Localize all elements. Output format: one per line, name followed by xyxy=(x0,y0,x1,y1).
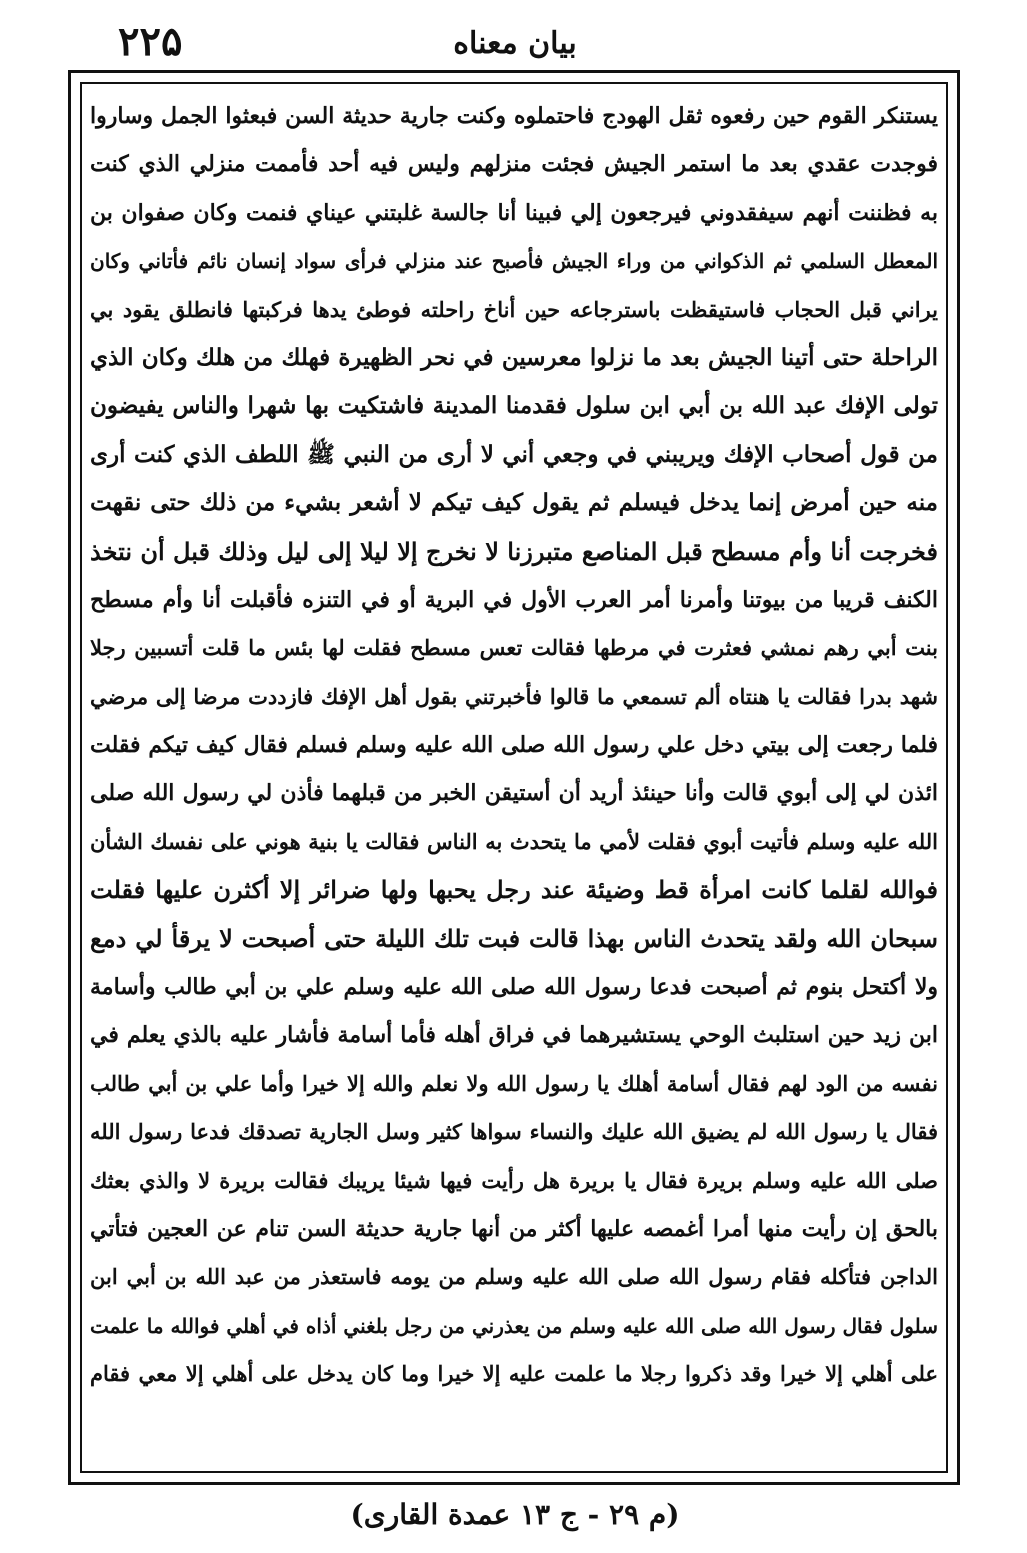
text-line: يراني قبل الحجاب فاستيقظت باسترجاعه حين أناخ راحلته فوطئ يدها فركبتها فانطلق يقود بي xyxy=(90,296,938,322)
text-line: تولى الإفك عبد الله بن أبي ابن سلول فقدمنا المدينة فاشتكيت بها شهرا والناس يفيضون xyxy=(90,392,938,420)
text-line: بالحق إن رأيت منها أمرا أغمصه عليها أكثر من أنها جارية حديثة السن تنام عن العجين فتأتي xyxy=(90,1215,938,1242)
text-line: على أهلي إلا خيرا وقد ذكروا رجلا ما علمت عليه إلا خيرا وما كان يدخل على أهلي إلا معي فقام xyxy=(90,1361,938,1387)
text-line: بنت أبي رهم نمشي فعثرت في مرطها فقالت تعس مسطح فقلت لها بئس ما قلت أتسبين رجلا xyxy=(90,635,938,661)
text-line: فلما رجعت إلى بيتي دخل علي رسول الله صلى الله عليه وسلم فسلم فقال كيف تيكم فقلت xyxy=(90,732,938,759)
text-line: فوالله لقلما كانت امرأة قط وضيئة عند رجل يحبها ولها ضرائر إلا أكثرن عليها فقلت xyxy=(90,875,938,905)
text-line: الكنف قريبا من بيوتنا وأمرنا أمر العرب الأول في البرية أو في التنزه فأقبلت أنا وأم مسطح xyxy=(90,586,938,613)
text-line: فقال يا رسول الله لم يضيق الله عليك والنساء سواها كثير وسل الجارية تصدقك فدعا رسول الله xyxy=(90,1119,938,1145)
footer-signature: (م ۲۹ - ج ۱۳ عمدة القارى) xyxy=(350,1498,680,1531)
text-line: من قول أصحاب الإفك ويريبني في وجعي أني لا أرى من النبي ﷺ اللطف الذي كنت أرى xyxy=(90,440,938,468)
text-line: المعطل السلمي ثم الذكواني من وراء الجيش فأصبح عند منزلي فرأى سواد إنسان نائم فأتاني وكان xyxy=(90,249,938,274)
text-line: منه حين أمرض إنما يدخل فيسلم ثم يقول كيف تيكم لا أشعر بشيء من ذلك حتى نقهت xyxy=(90,489,938,517)
text-line: الداجن فتأكله فقام رسول الله صلى الله عليه وسلم من يومه فاستعذر من عبد الله بن أبي ابن xyxy=(90,1264,938,1290)
text-line: ائذن لي إلى أبوي قالت وأنا حينئذ أريد أن أستيقن الخبر من قبلهما فأذن لي رسول الله صلى xyxy=(90,780,938,807)
text-line: فوجدت عقدي بعد ما استمر الجيش فجئت منزلهم وليس فيه أحد فأممت منزلي الذي كنت xyxy=(90,151,938,178)
page-header xyxy=(0,0,1027,72)
text-line: ولا أكتحل بنوم ثم أصبحت فدعا رسول الله صلى الله عليه وسلم علي بن أبي طالب وأسامة xyxy=(90,974,938,1001)
running-title: بيان معناه xyxy=(453,26,577,61)
text-line: سبحان الله ولقد يتحدث الناس بهذا قالت فبت تلك الليلة حتى أصبحت لا يرقأ لي دمع xyxy=(90,923,938,953)
text-line: الله عليه وسلم فأتيت أبوي فقلت لأمي ما يتحدث به الناس فقالت يا بنية هوني على نفسك الشأن xyxy=(90,828,938,854)
text-line: يستنكر القوم حين رفعوه ثقل الهودج فاحتملوه وكنت جارية حديثة السن فبعثوا الجمل وساروا xyxy=(90,103,938,129)
text-line: نفسه من الود لهم فقال أسامة أهلك يا رسول الله ولا نعلم والله إلا خيرا وأما علي بن أبي طالب xyxy=(90,1070,938,1096)
text-line: شهد بدرا فقالت يا هنتاه ألم تسمعي ما قالوا فأخبرتني بقول أهل الإفك فازددت مرضا إلى مرضي xyxy=(90,683,938,709)
page-number: ۲۲۵ xyxy=(118,18,183,65)
text-line: سلول فقال رسول الله صلى الله عليه وسلم من يعذرني من رجل بلغني أذاه في أهلي فوالله ما علمت xyxy=(90,1313,938,1338)
text-line: صلى الله عليه وسلم بريرة فقال يا بريرة هل رأيت فيها شيئا يريبك فقالت بريرة لا والذي بعثك xyxy=(90,1167,938,1193)
body-text xyxy=(90,92,938,1399)
text-line: الراحلة حتى أتينا الجيش بعد ما نزلوا معرسين في نحر الظهيرة فهلك من هلك وكان الذي xyxy=(90,343,938,371)
text-line: فخرجت أنا وأم مسطح قبل المناصع متبرزنا لا نخرج إلا ليلا إلى ليل وذلك قبل أن نتخذ xyxy=(90,536,938,566)
page-footer xyxy=(0,1490,1027,1540)
text-line: ابن زيد حين استلبث الوحي يستشيرهما في فراق أهله فأما أسامة فأشار عليه بالذي يعلم في xyxy=(90,1022,938,1049)
text-line: به فظننت أنهم سيفقدوني فيرجعون إلي فبينا أنا جالسة غلبتني عيناي فنمت وكان صفوان بن xyxy=(90,199,938,226)
